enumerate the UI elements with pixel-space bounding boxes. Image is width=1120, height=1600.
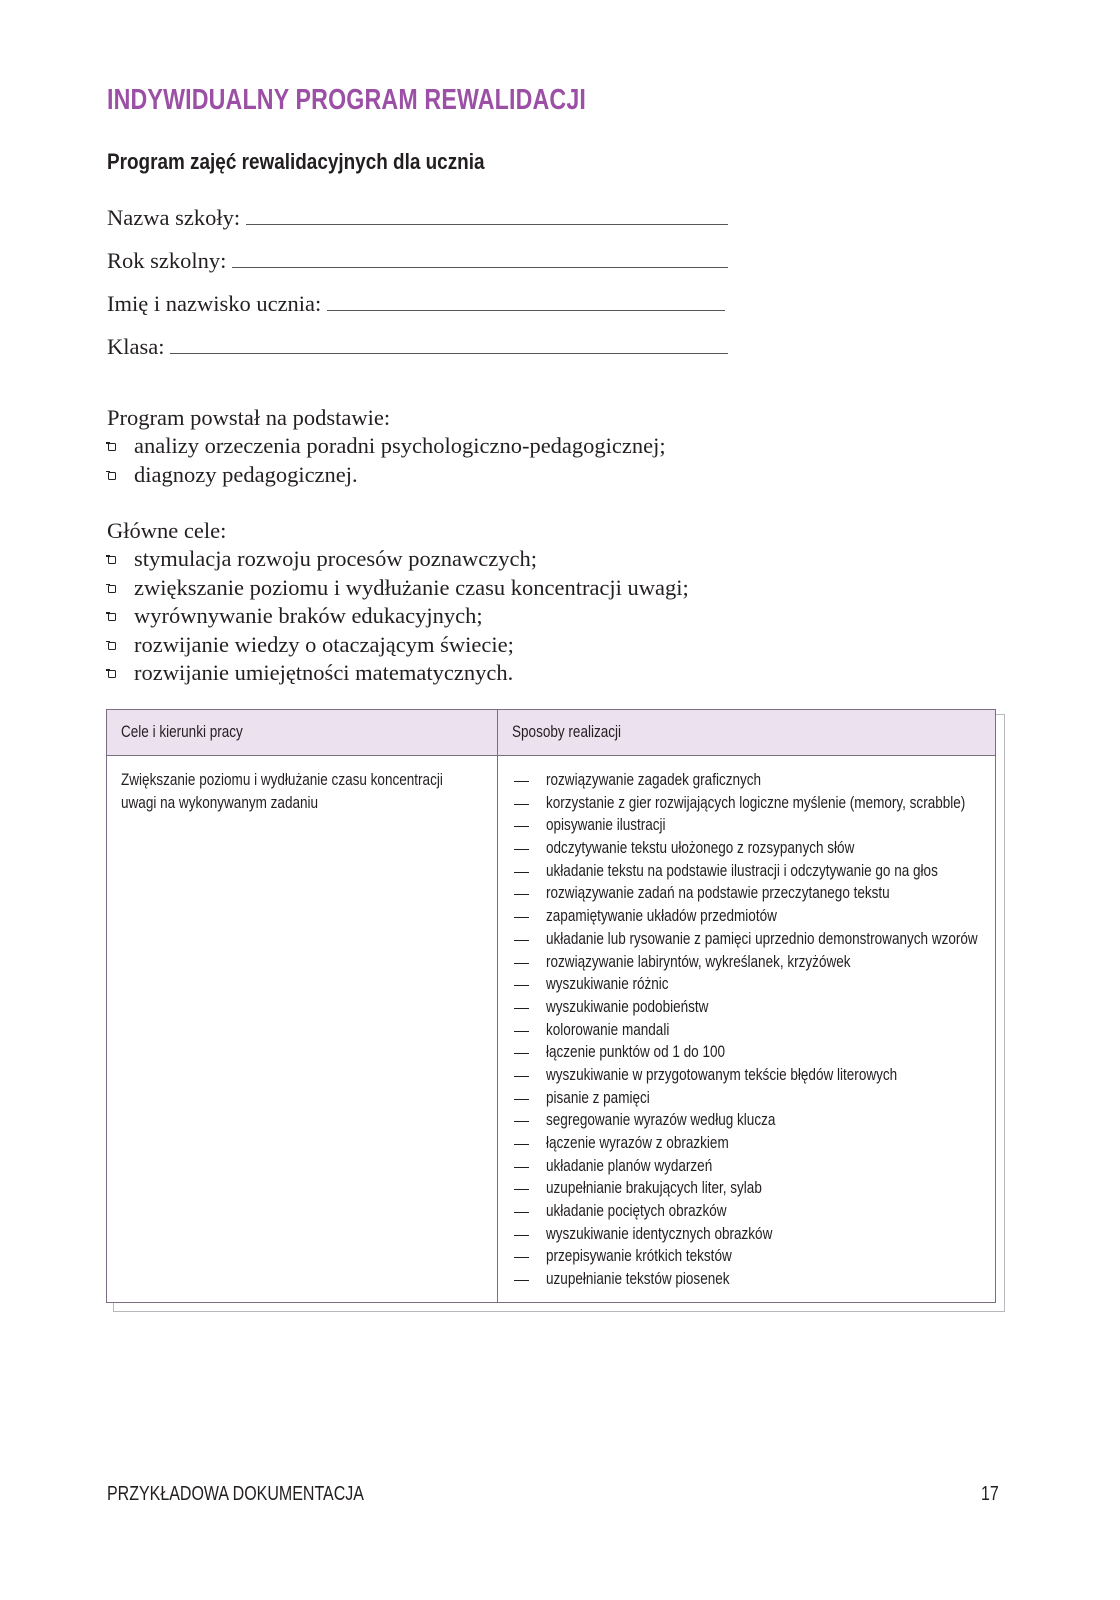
page-title: INDYWIDUALNY PROGRAM REWALIDACJI	[107, 84, 587, 116]
bullet-icon	[108, 472, 116, 480]
student-name-label: Imię i nazwisko ucznia:	[107, 291, 322, 316]
bullet-icon	[108, 613, 116, 621]
method-text: przepisywanie krótkich tekstów	[546, 1247, 732, 1266]
dash-icon	[514, 917, 529, 918]
bullet-icon	[108, 556, 116, 564]
dash-icon	[514, 1053, 529, 1054]
table-row	[107, 756, 995, 1303]
page-subtitle: Program zajęć rewalidacyjnych dla ucznia	[107, 149, 485, 174]
basis-heading: Program powstał na podstawie:	[107, 405, 391, 430]
dash-icon	[514, 963, 529, 964]
method-item	[514, 1041, 995, 1064]
bullet-icon	[108, 443, 116, 451]
method-item	[514, 1064, 995, 1087]
method-item	[514, 1132, 995, 1155]
list-item: wyrównywanie braków edukacyjnych;	[107, 602, 689, 631]
class-line[interactable]	[170, 352, 728, 354]
method-item	[514, 905, 995, 928]
list-item: rozwijanie umiejętności matematycznych.	[107, 659, 689, 688]
dash-icon	[514, 1280, 529, 1281]
method-text: układanie tekstu na podstawie ilustracji i odczytywanie go na głos	[546, 861, 938, 880]
dash-icon	[514, 1212, 529, 1213]
dash-icon	[514, 1257, 529, 1258]
method-text: korzystanie z gier rozwijających logiczne myślenie (memory, scrabble)	[546, 793, 966, 812]
table-header	[107, 710, 995, 756]
dash-icon	[514, 804, 529, 805]
method-text: uzupełnianie brakujących liter, sylab	[546, 1179, 762, 1198]
method-text: segregowanie wyrazów według klucza	[546, 1111, 776, 1130]
school-year-line[interactable]	[232, 266, 728, 268]
method-text: układanie planów wydarzeń	[546, 1156, 713, 1175]
class-field[interactable]	[107, 334, 728, 360]
method-text: odczytywanie tekstu ułożonego z rozsypanych słów	[546, 839, 855, 858]
method-text: zapamiętywanie układów przedmiotów	[546, 907, 777, 926]
bullet-icon	[108, 585, 116, 593]
bullet-icon	[108, 670, 116, 678]
method-text: układanie lub rysowanie z pamięci uprzednio demonstrowanych wzorów	[546, 929, 978, 948]
dash-icon	[514, 985, 529, 986]
student-name-line[interactable]	[327, 309, 725, 311]
method-text: opisywanie ilustracji	[546, 816, 666, 835]
class-label: Klasa:	[107, 334, 165, 359]
method-item	[514, 1087, 995, 1110]
method-text: wyszukiwanie różnic	[546, 975, 669, 994]
method-text: uzupełnianie tekstów piosenek	[546, 1270, 730, 1289]
method-text: wyszukiwanie podobieństw	[546, 997, 709, 1016]
method-item	[514, 1019, 995, 1042]
method-text: rozwiązywanie zagadek graficznych	[546, 771, 762, 789]
method-text: kolorowanie mandali	[546, 1020, 670, 1039]
list-item: rozwijanie wiedzy o otaczającym świecie;	[107, 631, 689, 660]
school-year-label: Rok szkolny:	[107, 248, 227, 273]
method-item	[514, 882, 995, 905]
method-item	[514, 837, 995, 860]
dash-icon	[514, 940, 529, 941]
dash-icon	[514, 826, 529, 827]
dash-icon	[514, 872, 529, 873]
method-item	[514, 1109, 995, 1132]
page-number: 17	[981, 1483, 999, 1505]
list-item: analizy orzeczenia poradni psychologiczno-pedagogicznej;	[107, 432, 666, 461]
dash-icon	[514, 849, 529, 850]
method-text: rozwiązywanie zadań na podstawie przeczytanego tekstu	[546, 884, 890, 903]
bullet-icon	[108, 642, 116, 650]
dash-icon	[514, 1189, 529, 1190]
method-item	[514, 1177, 995, 1200]
method-item	[514, 1245, 995, 1268]
method-item	[514, 814, 995, 837]
footer-label: PRZYKŁADOWA DOKUMENTACJA	[107, 1483, 364, 1505]
method-text: rozwiązywanie labiryntów, wykreślanek, krzyżówek	[546, 952, 851, 971]
method-item	[514, 996, 995, 1019]
dash-icon	[514, 1144, 529, 1145]
methods-list	[498, 756, 995, 1291]
method-item	[514, 1200, 995, 1223]
methods-cell	[498, 756, 995, 1303]
goals-heading: Główne cele:	[107, 518, 227, 543]
dash-icon	[514, 894, 529, 895]
goals-list	[107, 545, 689, 688]
method-item	[514, 1268, 995, 1291]
program-table	[106, 709, 996, 1303]
method-text: wyszukiwanie identycznych obrazków	[546, 1224, 773, 1243]
header-methods: Sposoby realizacji	[512, 723, 622, 741]
method-text: układanie pociętych obrazków	[546, 1202, 727, 1221]
method-item	[514, 1223, 995, 1246]
basis-section	[107, 404, 666, 489]
dash-icon	[514, 1121, 529, 1122]
dash-icon	[514, 1099, 529, 1100]
method-item	[514, 928, 995, 951]
method-text: łączenie punktów od 1 do 100	[546, 1043, 726, 1062]
student-name-field[interactable]	[107, 291, 725, 317]
method-text: pisanie z pamięci	[546, 1088, 650, 1107]
goal-cell	[107, 756, 498, 1303]
method-item	[514, 973, 995, 996]
list-item: diagnozy pedagogicznej.	[107, 461, 666, 490]
method-item	[514, 1155, 995, 1178]
method-item	[514, 769, 995, 792]
method-item	[514, 792, 995, 815]
header-goals: Cele i kierunki pracy	[107, 710, 498, 755]
list-item: zwiększanie poziomu i wydłużanie czasu koncentracji uwagi;	[107, 574, 689, 603]
goals-section	[107, 517, 689, 688]
list-item: stymulacja rozwoju procesów poznawczych;	[107, 545, 689, 574]
dash-icon	[514, 1167, 529, 1168]
dash-icon	[514, 1008, 529, 1009]
basis-list	[107, 432, 666, 489]
method-text: łączenie wyrazów z obrazkiem	[546, 1134, 729, 1152]
school-year-field[interactable]	[107, 248, 728, 274]
dash-icon	[514, 1235, 529, 1236]
dash-icon	[514, 1076, 529, 1077]
method-item	[514, 860, 995, 883]
dash-icon	[514, 1031, 529, 1032]
school-name-line[interactable]	[246, 223, 728, 225]
method-item	[514, 951, 995, 974]
school-name-field[interactable]	[107, 205, 728, 231]
goal-text: Zwiększanie poziomu i wydłużanie czasu koncentracji uwagi na wykonywanym zadaniu	[121, 771, 443, 812]
school-name-label: Nazwa szkoły:	[107, 205, 241, 230]
dash-icon	[514, 781, 529, 782]
method-text: wyszukiwanie w przygotowanym tekście błędów literowych	[546, 1065, 898, 1084]
